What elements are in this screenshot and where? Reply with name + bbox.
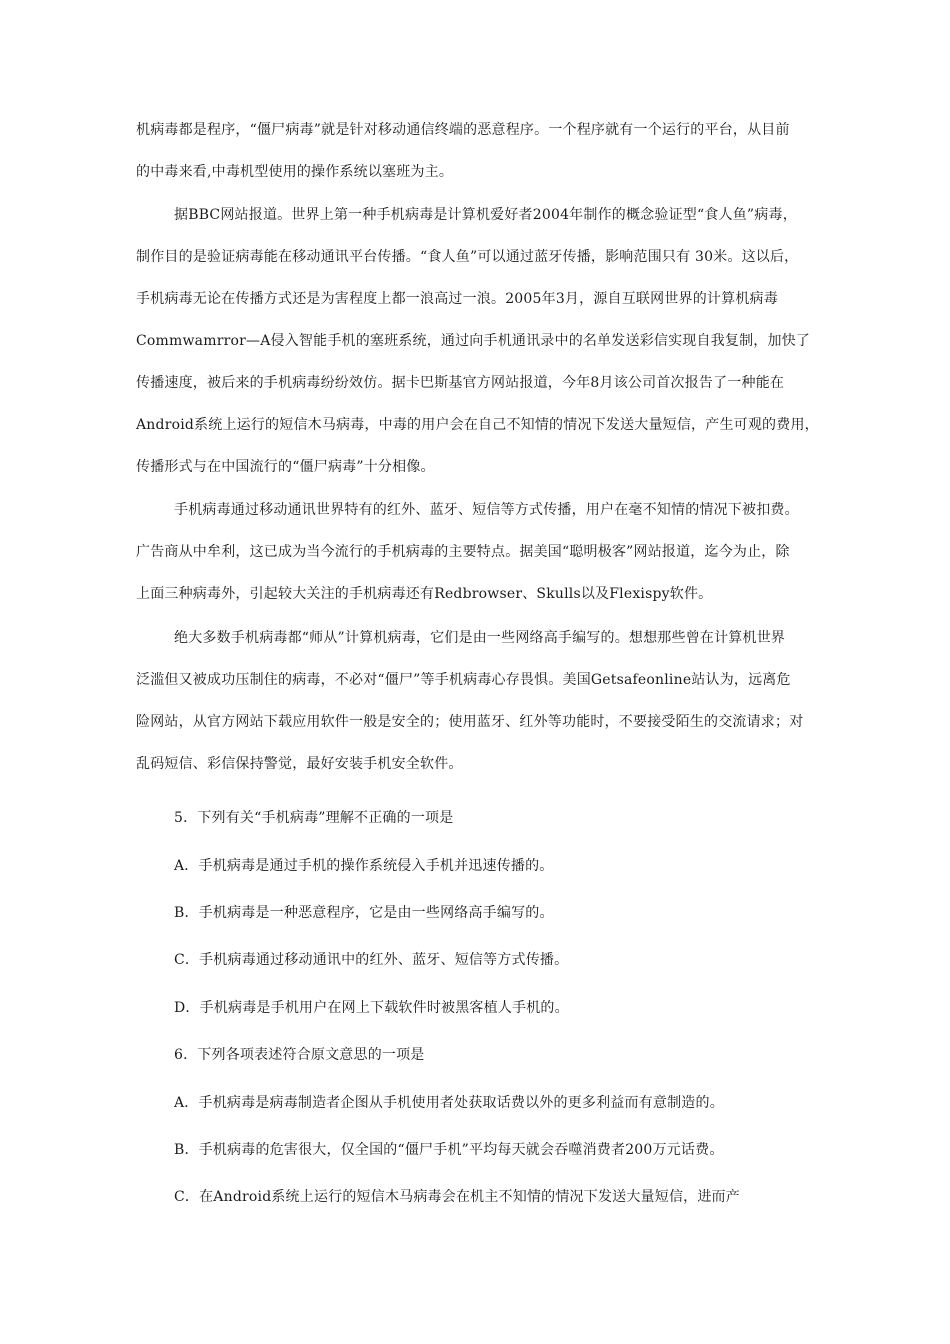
paragraph-line: 传播形式与在中国流行的“僵尸病毒”十分相像。 (136, 459, 435, 475)
paragraph-line: 的中毒来看,中毒机型使用的操作系统以塞班为主。 (136, 164, 454, 180)
answer-option: D．手机病毒是手机用户在网上下载软件时被黑客植人手机的。 (174, 1000, 569, 1016)
paragraph-line: 机病毒都是程序，“僵尸病毒”就是针对移动通信终端的恶意程序。一个程序就有一个运行的平台，从目前 (136, 122, 790, 138)
answer-option: B．手机病毒是一种恶意程序，它是由一些网络高手编写的。 (174, 905, 554, 921)
paragraph-line: 泛滥但又被成功压制住的病毒，不必对“僵尸”等手机病毒心存畏惧。美国Getsafeonline站认为，远离危 (136, 672, 791, 688)
paragraph-line: Android系统上运行的短信木马病毒，中毒的用户会在自己不知情的情况下发送大量短信，产生可观的费用， (136, 417, 819, 433)
paragraph-line: 上面三种病毒外，引起较大关注的手机病毒还有Redbrowser、Skulls以及Flexispy软件。 (136, 586, 713, 602)
paragraph (136, 617, 816, 785)
paragraph (136, 194, 819, 488)
answer-option: B．手机病毒的危害很大，仅全国的“僵尸手机”平均每天就会吞噬消费者200万元话费。 (174, 1142, 724, 1158)
paragraph-line: 制作目的是验证病毒能在移动通讯平台传播。“食人鱼”可以通过蓝牙传播，影响范围只有 30米。这以后， (136, 249, 799, 265)
paragraph-line: 广告商从中牟利，这已成为当今流行的手机病毒的主要特点。据美国“聪明极客”网站报道，迄今为止，除 (136, 544, 790, 560)
paragraph-line: 据BBC网站报道。世界上第一种手机病毒是计算机爱好者2004年制作的概念验证型“食人鱼”病毒， (174, 207, 797, 223)
answer-option: C．在Android系统上运行的短信木马病毒会在机主不知情的情况下发送大量短信，进而产 (174, 1189, 740, 1205)
answer-option: C．手机病毒通过移动通讯中的红外、蓝牙、短信等方式传播。 (174, 952, 569, 968)
paragraph-line: 险网站，从官方网站下载应用软件一般是安全的；使用蓝牙、红外等功能时，不要接受陌生的交流请求；对 (136, 714, 804, 730)
paragraph-line: 乱码短信、彩信保持警觉，最好安装手机安全软件。 (136, 756, 463, 772)
question-stem: 5．下列有关“手机病毒”理解不正确的一项是 (174, 810, 454, 826)
paragraph (136, 109, 816, 193)
answer-option: A．手机病毒是通过手机的操作系统侵入手机并迅速传播的。 (174, 858, 554, 874)
paragraph-line: 手机病毒通过移动通讯世界特有的红外、蓝牙、短信等方式传播，用户在毫不知情的情况下被扣费。 (174, 502, 799, 518)
paragraph-line: 传播速度，被后来的手机病毒纷纷效仿。据卡巴斯基官方网站报道，今年8月该公司首次报告了一种能在 (136, 375, 785, 391)
question-stem: 6．下列各项表述符合原文意思的一项是 (174, 1047, 425, 1063)
answer-option: A．手机病毒是病毒制造者企图从手机使用者处获取话费以外的更多利益而有意制造的。 (174, 1095, 724, 1111)
paragraph-line: 绝大多数手机病毒都“师从”计算机病毒，它们是由一些网络高手编写的。想想那些曾在计算机世界 (174, 630, 786, 646)
paragraph-line: 手机病毒无论在传播方式还是为害程度上都一浪高过一浪。2005年3月，源自互联网世界的计算机病毒 (136, 291, 778, 307)
paragraph-line: Commwamrror—A侵入智能手机的塞班系统，通过向手机通讯录中的名单发送彩信实现自我复制，加快了 (136, 333, 811, 349)
paragraph (136, 489, 816, 615)
